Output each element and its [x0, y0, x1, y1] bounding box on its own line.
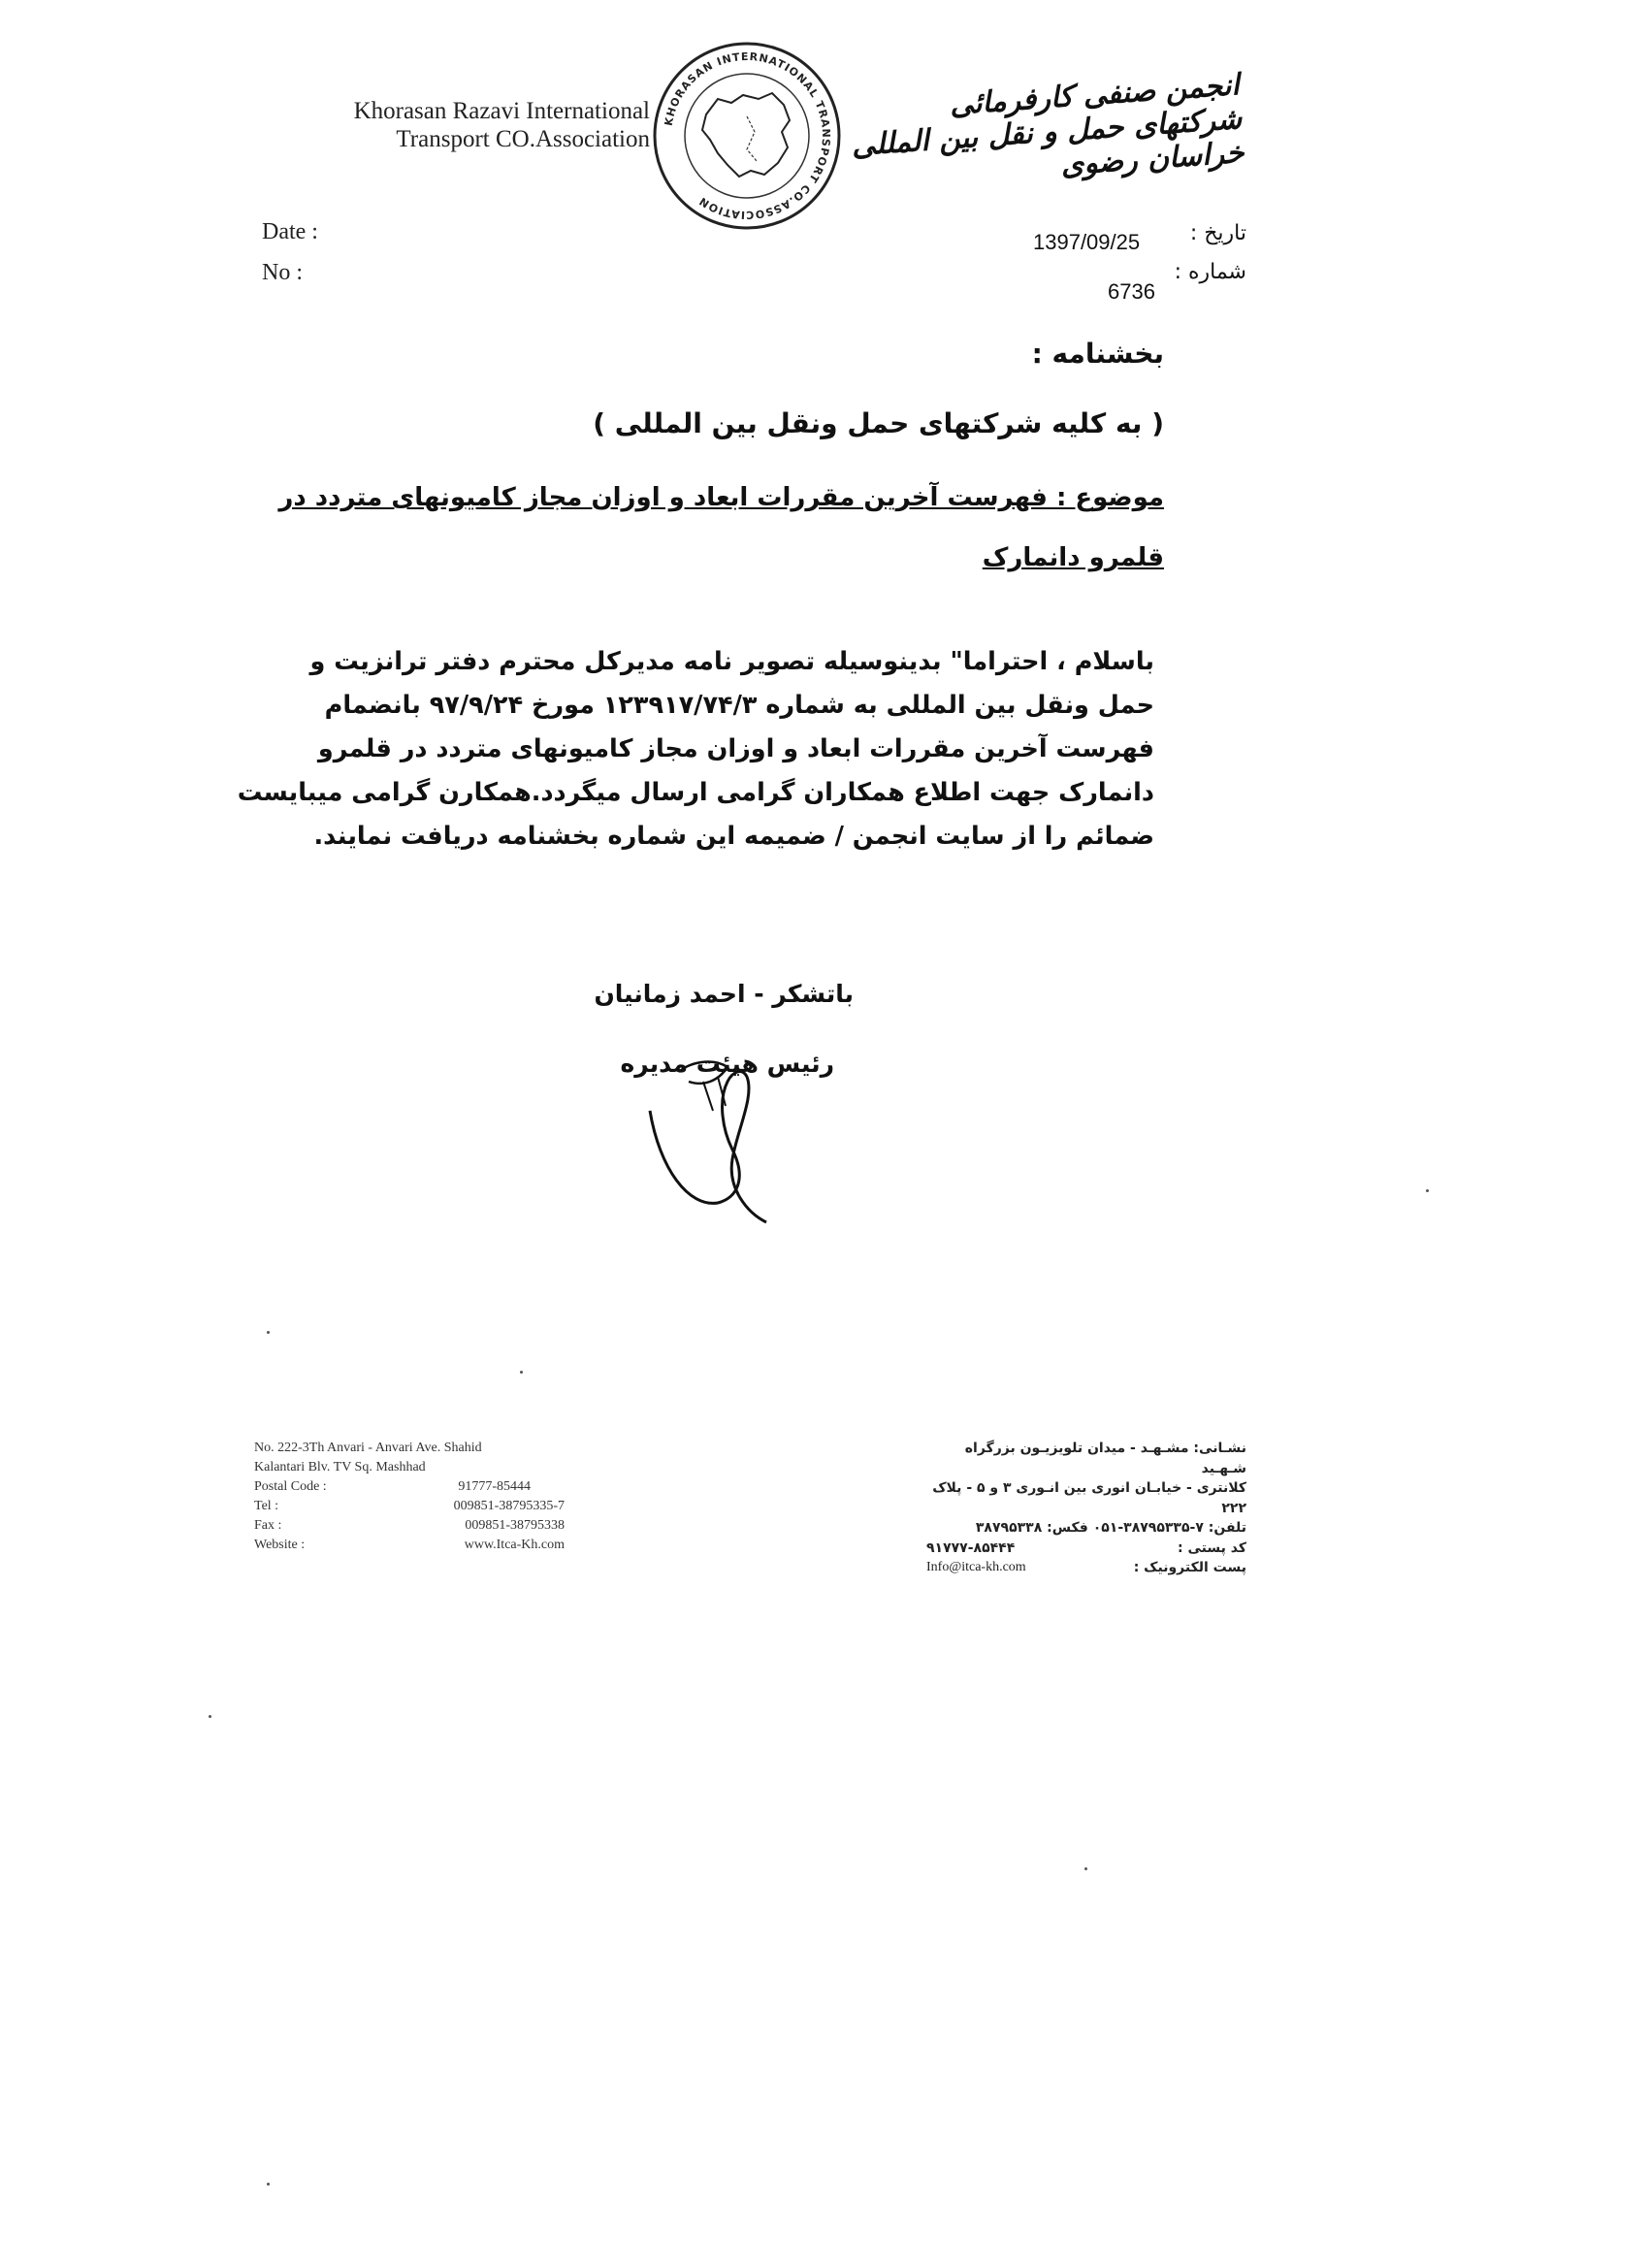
svg-text:KHORASAN INTERNATIONAL TRANSPO: KHORASAN INTERNATIONAL TRANSPORT CO.ASSOCIATION	[662, 49, 833, 222]
footer-website-row	[254, 1536, 565, 1555]
org-name-en	[262, 97, 650, 153]
footer-fa-email-row	[926, 1558, 1246, 1578]
footer-postal-row	[254, 1477, 565, 1497]
footer-fa-postal-label: کد پستی :	[1178, 1539, 1246, 1556]
no-value: 6736	[1108, 279, 1155, 304]
subject-line2: قلمرو دانمارک	[982, 543, 1164, 572]
scan-speck	[267, 1331, 270, 1334]
footer-fax-row	[254, 1516, 565, 1536]
org-name-en-line1: Khorasan Razavi International	[353, 98, 650, 124]
footer-fa-postal-row	[926, 1539, 1246, 1559]
footer-fa-email-label: پست الکترونیک :	[1133, 1560, 1246, 1575]
org-name-fa: انجمن صنفی کارفرمائی شرکتهای حمل و نقل بین المللی خراسان رضوی	[850, 68, 1245, 183]
body-line: باسلام ، احتراما" بدینوسیله تصویر نامه مدیرکل محترم دفتر ترانزیت و	[309, 647, 1154, 676]
letter-body	[237, 640, 1154, 859]
scan-speck	[209, 1715, 211, 1718]
body-line: دانمارک جهت اطلاع همکاران گرامی ارسال میگردد.همکارن گرامی میبایست	[237, 778, 1154, 807]
recipient-line: ( به کلیه شرکتهای حمل ونقل بین المللی )	[593, 407, 1164, 439]
handwritten-signature	[621, 1043, 795, 1227]
footer-address-en	[254, 1439, 565, 1555]
scan-speck	[1084, 1867, 1087, 1870]
footer-address-fa	[926, 1439, 1246, 1578]
tel-value: 009851-38795335-7	[453, 1499, 565, 1513]
fax-label: Fax :	[254, 1518, 282, 1533]
no-label-fa: شماره :	[1174, 260, 1246, 284]
footer-address-line2: Kalantari Blv. TV Sq. Mashhad	[254, 1460, 426, 1474]
fax-value: 009851-38795338	[465, 1518, 565, 1533]
body-line: حمل ونقل بین المللی به شماره ۱۲۳۹۱۷/۷۴/۳ مورخ ۹۷/۹/۲۴ بانضمام	[324, 691, 1154, 720]
postal-value: 91777-85444	[458, 1479, 531, 1494]
footer-fa-phone-line: تلفن: ۷-۳۸۷۹۵۳۳۵-۰۵۱ فکس: ۳۸۷۹۵۳۳۸	[975, 1520, 1246, 1536]
date-label-fa: تاریخ :	[1189, 221, 1246, 245]
scan-speck	[520, 1371, 523, 1374]
footer-address-line1: No. 222-3Th Anvari - Anvari Ave. Shahid	[254, 1441, 482, 1455]
scan-speck	[267, 2183, 270, 2186]
footer-fa-email-link[interactable]: Info@itca-kh.com	[926, 1560, 1026, 1574]
no-label-en: No :	[262, 260, 303, 285]
signature-scribble-icon	[621, 1043, 795, 1227]
body-line: فهرست آخرین مقررات ابعاد و اوزان مجاز کامیونهای متردد در قلمرو	[317, 734, 1154, 763]
closing-line: باتشکر - احمد زمانیان	[594, 980, 854, 1008]
org-name-en-line2: Transport CO.Association	[396, 126, 650, 152]
date-value: 1397/09/25	[1033, 230, 1141, 254]
signer-title: رئیس هیئت مدیره	[620, 1050, 834, 1078]
footer-fa-address-line1: نشـانی: مشـهـد - میدان تلویزیـون بزرگراه شـهـید	[964, 1441, 1246, 1476]
body-line: ضمائم را از سایت انجمن / ضمیمه این شماره بخشنامه دریافت نمایند.	[313, 822, 1154, 851]
date-label-en: Date :	[262, 219, 318, 244]
postal-label: Postal Code :	[254, 1479, 327, 1494]
footer-fa-address-line2: کلانتری - خیابـان انوری بین انـوری ۳ و ۵ - پلاک ۲۲۲	[932, 1480, 1246, 1516]
website-link[interactable]: www.Itca-Kh.com	[464, 1538, 565, 1552]
tel-label: Tel :	[254, 1499, 279, 1513]
footer-tel-row	[254, 1497, 565, 1516]
emblem-seal-icon	[650, 39, 844, 233]
footer-fa-postal-value: ۹۱۷۷۷-۸۵۴۴۴	[926, 1539, 1016, 1556]
scan-speck	[1426, 1189, 1429, 1192]
subject-line1: موضوع : فهرست آخرین مقررات ابعاد و اوزان مجاز کامیونهای متردد در	[278, 483, 1164, 512]
letter-type: بخشنامه :	[1031, 338, 1164, 370]
association-emblem	[650, 39, 844, 233]
website-label: Website :	[254, 1538, 306, 1552]
